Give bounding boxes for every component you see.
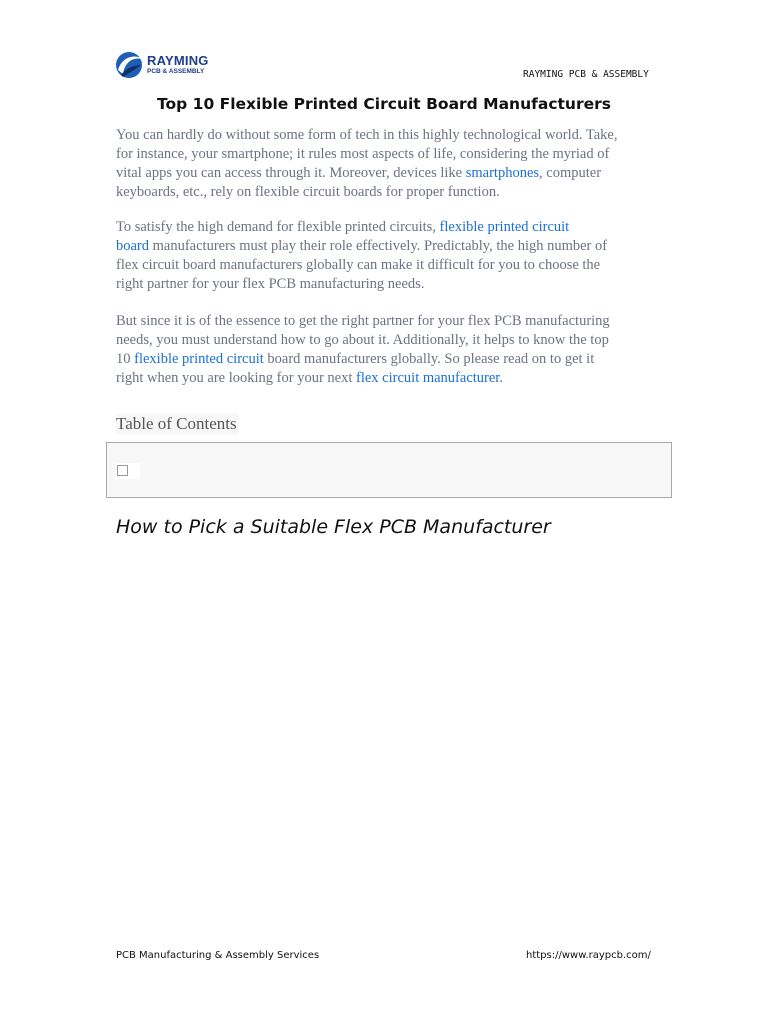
- paragraph-line: [116, 164, 664, 183]
- toc-title: Table of Contents: [116, 414, 237, 433]
- text-run: right partner for your flex PCB manufacturing needs.: [116, 276, 425, 292]
- inline-link[interactable]: smartphones: [465, 165, 540, 181]
- paragraph-line: [116, 183, 664, 202]
- footer-url: https://www.raypcb.com/: [526, 950, 651, 961]
- table-of-contents-box: [106, 442, 672, 498]
- paragraph-line: [116, 126, 664, 145]
- text-run: .: [499, 370, 503, 386]
- text-run: keyboards, etc., rely on flexible circuit boards for proper function.: [116, 184, 500, 200]
- toc-toggle[interactable]: [116, 463, 140, 479]
- text-run: needs, you must understand how to go about it. Additionally, it helps to know the top: [116, 332, 609, 348]
- paragraph-1: [116, 126, 664, 202]
- text-run: , computer: [539, 165, 602, 181]
- paragraph-line: [116, 145, 664, 164]
- paragraph-line: [116, 275, 664, 294]
- text-run: But since it is of the essence to get the right partner for your flex PCB manufacturing: [116, 313, 610, 329]
- paragraph-line: [116, 237, 664, 256]
- paragraph-line: [116, 218, 664, 237]
- logo-swoosh-icon: [114, 50, 144, 80]
- paragraph-line: [116, 350, 664, 369]
- paragraph-line: [116, 331, 664, 350]
- header-company-name: RAYMING PCB & ASSEMBLY: [523, 69, 649, 80]
- text-run: manufacturers must play their role effectively. Predictably, the high number of: [149, 238, 608, 254]
- logo-subtitle: PCB & ASSEMBLY: [147, 68, 205, 76]
- footer-services: PCB Manufacturing & Assembly Services: [116, 950, 320, 961]
- inline-link[interactable]: flex circuit manufacturer: [356, 370, 500, 386]
- paragraph-2: [116, 218, 664, 294]
- text-run: board manufacturers globally. So please read on to get it: [263, 351, 595, 367]
- paragraph-3: [116, 312, 664, 388]
- inline-link[interactable]: flexible printed circuit: [134, 351, 264, 367]
- paragraph-line: [116, 369, 664, 388]
- document-title: Top 10 Flexible Printed Circuit Board Manufacturers: [157, 95, 611, 113]
- paragraph-line: [116, 312, 664, 331]
- toc-toggle-checkbox-icon[interactable]: [117, 465, 128, 476]
- text-run: To satisfy the high demand for flexible printed circuits,: [116, 219, 440, 235]
- text-run: for instance, your smartphone; it rules most aspects of life, considering the myriad of: [116, 146, 610, 162]
- rayming-logo: [114, 50, 209, 80]
- text-run: vital apps you can access through it. Moreover, devices like: [116, 165, 466, 181]
- text-run: right when you are looking for your next: [116, 370, 357, 386]
- text-run: 10: [116, 351, 135, 367]
- text-run: flex circuit board manufacturers globally can make it difficult for you to choose the: [116, 257, 601, 273]
- text-run: You can hardly do without some form of tech in this highly technological world. Take,: [116, 127, 618, 143]
- paragraph-line: [116, 256, 664, 275]
- inline-link[interactable]: flexible printed circuit: [439, 219, 570, 235]
- logo-name: RAYMING: [147, 53, 209, 69]
- inline-link[interactable]: board: [116, 238, 150, 254]
- section-heading: How to Pick a Suitable Flex PCB Manufacturer: [116, 516, 551, 538]
